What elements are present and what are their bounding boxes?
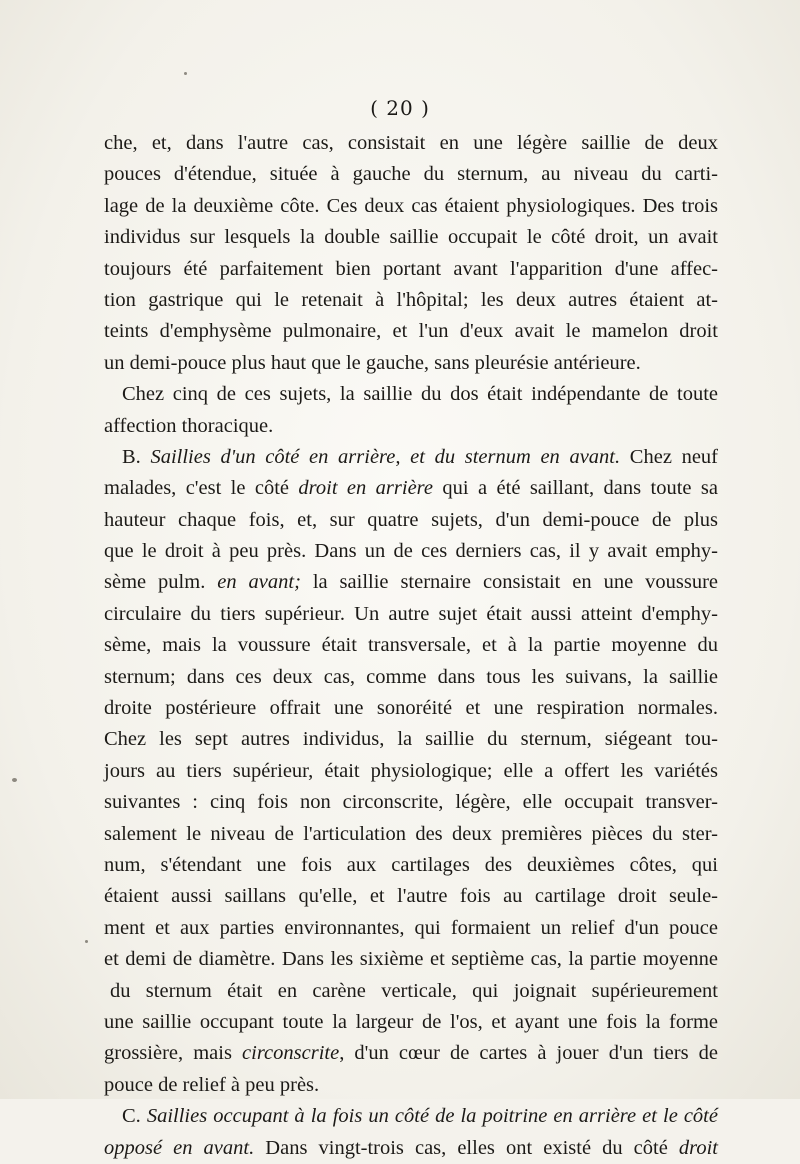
text-line: étaient aussi saillans qu'elle, et l'autre fois au cartilage droit seule- [104, 885, 718, 908]
text-line: du sternum était en carène verticale, qui joignait supérieurement [110, 979, 718, 1002]
ink-speck [184, 72, 187, 75]
text-line: pouce de relief à peu près. [104, 1073, 320, 1096]
text-line: lage de la deuxième côte. Ces deux cas étaient physiologiques. Des trois [104, 194, 718, 217]
text-run: sème pulm. [104, 571, 218, 594]
text-run: Dans vingt-trois cas, elles ont existé du côté [254, 1136, 679, 1159]
text-line: ment et aux parties environnantes, qui formaient un relief d'un pouce [104, 916, 718, 939]
text-line: un demi-pouce plus haut que le gauche, sans pleurésie antérieure. [104, 351, 641, 374]
text-line [104, 1038, 718, 1069]
text-line: que le droit à peu près. Dans un de ces derniers cas, il y avait emphy- [104, 540, 718, 563]
text-line: suivantes : cinq fois non circonscrite, légère, elle occupait transver- [104, 791, 718, 814]
text-run: B. [122, 445, 151, 468]
text-line: tion gastrique qui le retenait à l'hôpital; les deux autres étaient at- [104, 288, 718, 311]
italic-phrase: Saillies d'un côté en arrière, et du sternum en avant. [150, 445, 621, 468]
text-run: malades, c'est le côté [104, 477, 299, 500]
text-run: , d'un cœur de cartes à jouer d'un tiers de [339, 1042, 718, 1065]
text-line: individus sur lesquels la double saillie occupait le côté droit, un avait [104, 226, 718, 249]
ink-speck [12, 778, 17, 782]
text-line: sème, mais la voussure était transversale, et à la partie moyenne du [104, 634, 718, 657]
text-line: num, s'étendant une fois aux cartilages des deuxièmes côtes, qui [104, 853, 718, 876]
text-line: et demi de diamètre. Dans les sixième et septième cas, la partie moyenne [104, 948, 718, 971]
text-line: che, et, dans l'autre cas, consistait en une légère saillie de deux [104, 132, 718, 154]
text-line: droite postérieure offrait une sonoréité et une respiration normales. [104, 697, 718, 720]
text-line: une saillie occupant toute la largeur de l'os, et ayant une fois la forme [104, 1010, 718, 1033]
text-line [104, 1133, 718, 1164]
italic-phrase: droit [678, 1136, 718, 1159]
text-line [104, 442, 718, 473]
italic-phrase: opposé en avant. [104, 1136, 255, 1159]
page-number: ( 20 ) [370, 96, 430, 120]
italic-phrase: circonscrite [242, 1042, 340, 1065]
ink-speck [85, 940, 88, 943]
text-line [104, 473, 718, 504]
text-line: sternum; dans ces deux cas, comme dans tous les suivans, la saillie [104, 665, 718, 688]
text-line: affection thoracique. [104, 414, 274, 437]
text-run: qui a été saillant, dans toute sa [433, 477, 719, 500]
text-line [104, 1101, 718, 1132]
italic-phrase: en avant; [217, 571, 301, 594]
text-line: jours au tiers supérieur, était physiologique; elle a offert les variétés [104, 759, 718, 782]
text-line [104, 567, 718, 598]
text-line: circulaire du tiers supérieur. Un autre sujet était aussi atteint d'emphy- [104, 602, 718, 625]
italic-phrase: Saillies occupant à la fois un côté de la poitrine en arrière et le côté [146, 1105, 718, 1128]
text-line: hauteur chaque fois, et, sur quatre sujets, d'un demi-pouce de plus [104, 508, 718, 531]
text-line: pouces d'étendue, située à gauche du sternum, au niveau du carti- [104, 163, 718, 186]
text-line: salement le niveau de l'articulation des deux premières pièces du ster- [104, 822, 718, 845]
text-run: Chez neuf [620, 445, 718, 468]
text-line: Chez les sept autres individus, la saillie du sternum, siégeant tou- [104, 728, 718, 751]
text-line: toujours été parfaitement bien portant avant l'apparition d'une affec- [104, 257, 718, 280]
text-run: grossière, mais [104, 1042, 243, 1065]
italic-phrase: droit en arrière [298, 477, 434, 500]
text-line: teints d'emphysème pulmonaire, et l'un d'eux avait le mamelon droit [104, 320, 718, 343]
body-text [104, 128, 718, 1164]
text-line: Chez cinq de ces sujets, la saillie du dos était indépendante de toute [122, 383, 718, 406]
text-run: la saillie sternaire consistait en une voussure [300, 571, 718, 594]
text-run: C. [122, 1105, 147, 1128]
